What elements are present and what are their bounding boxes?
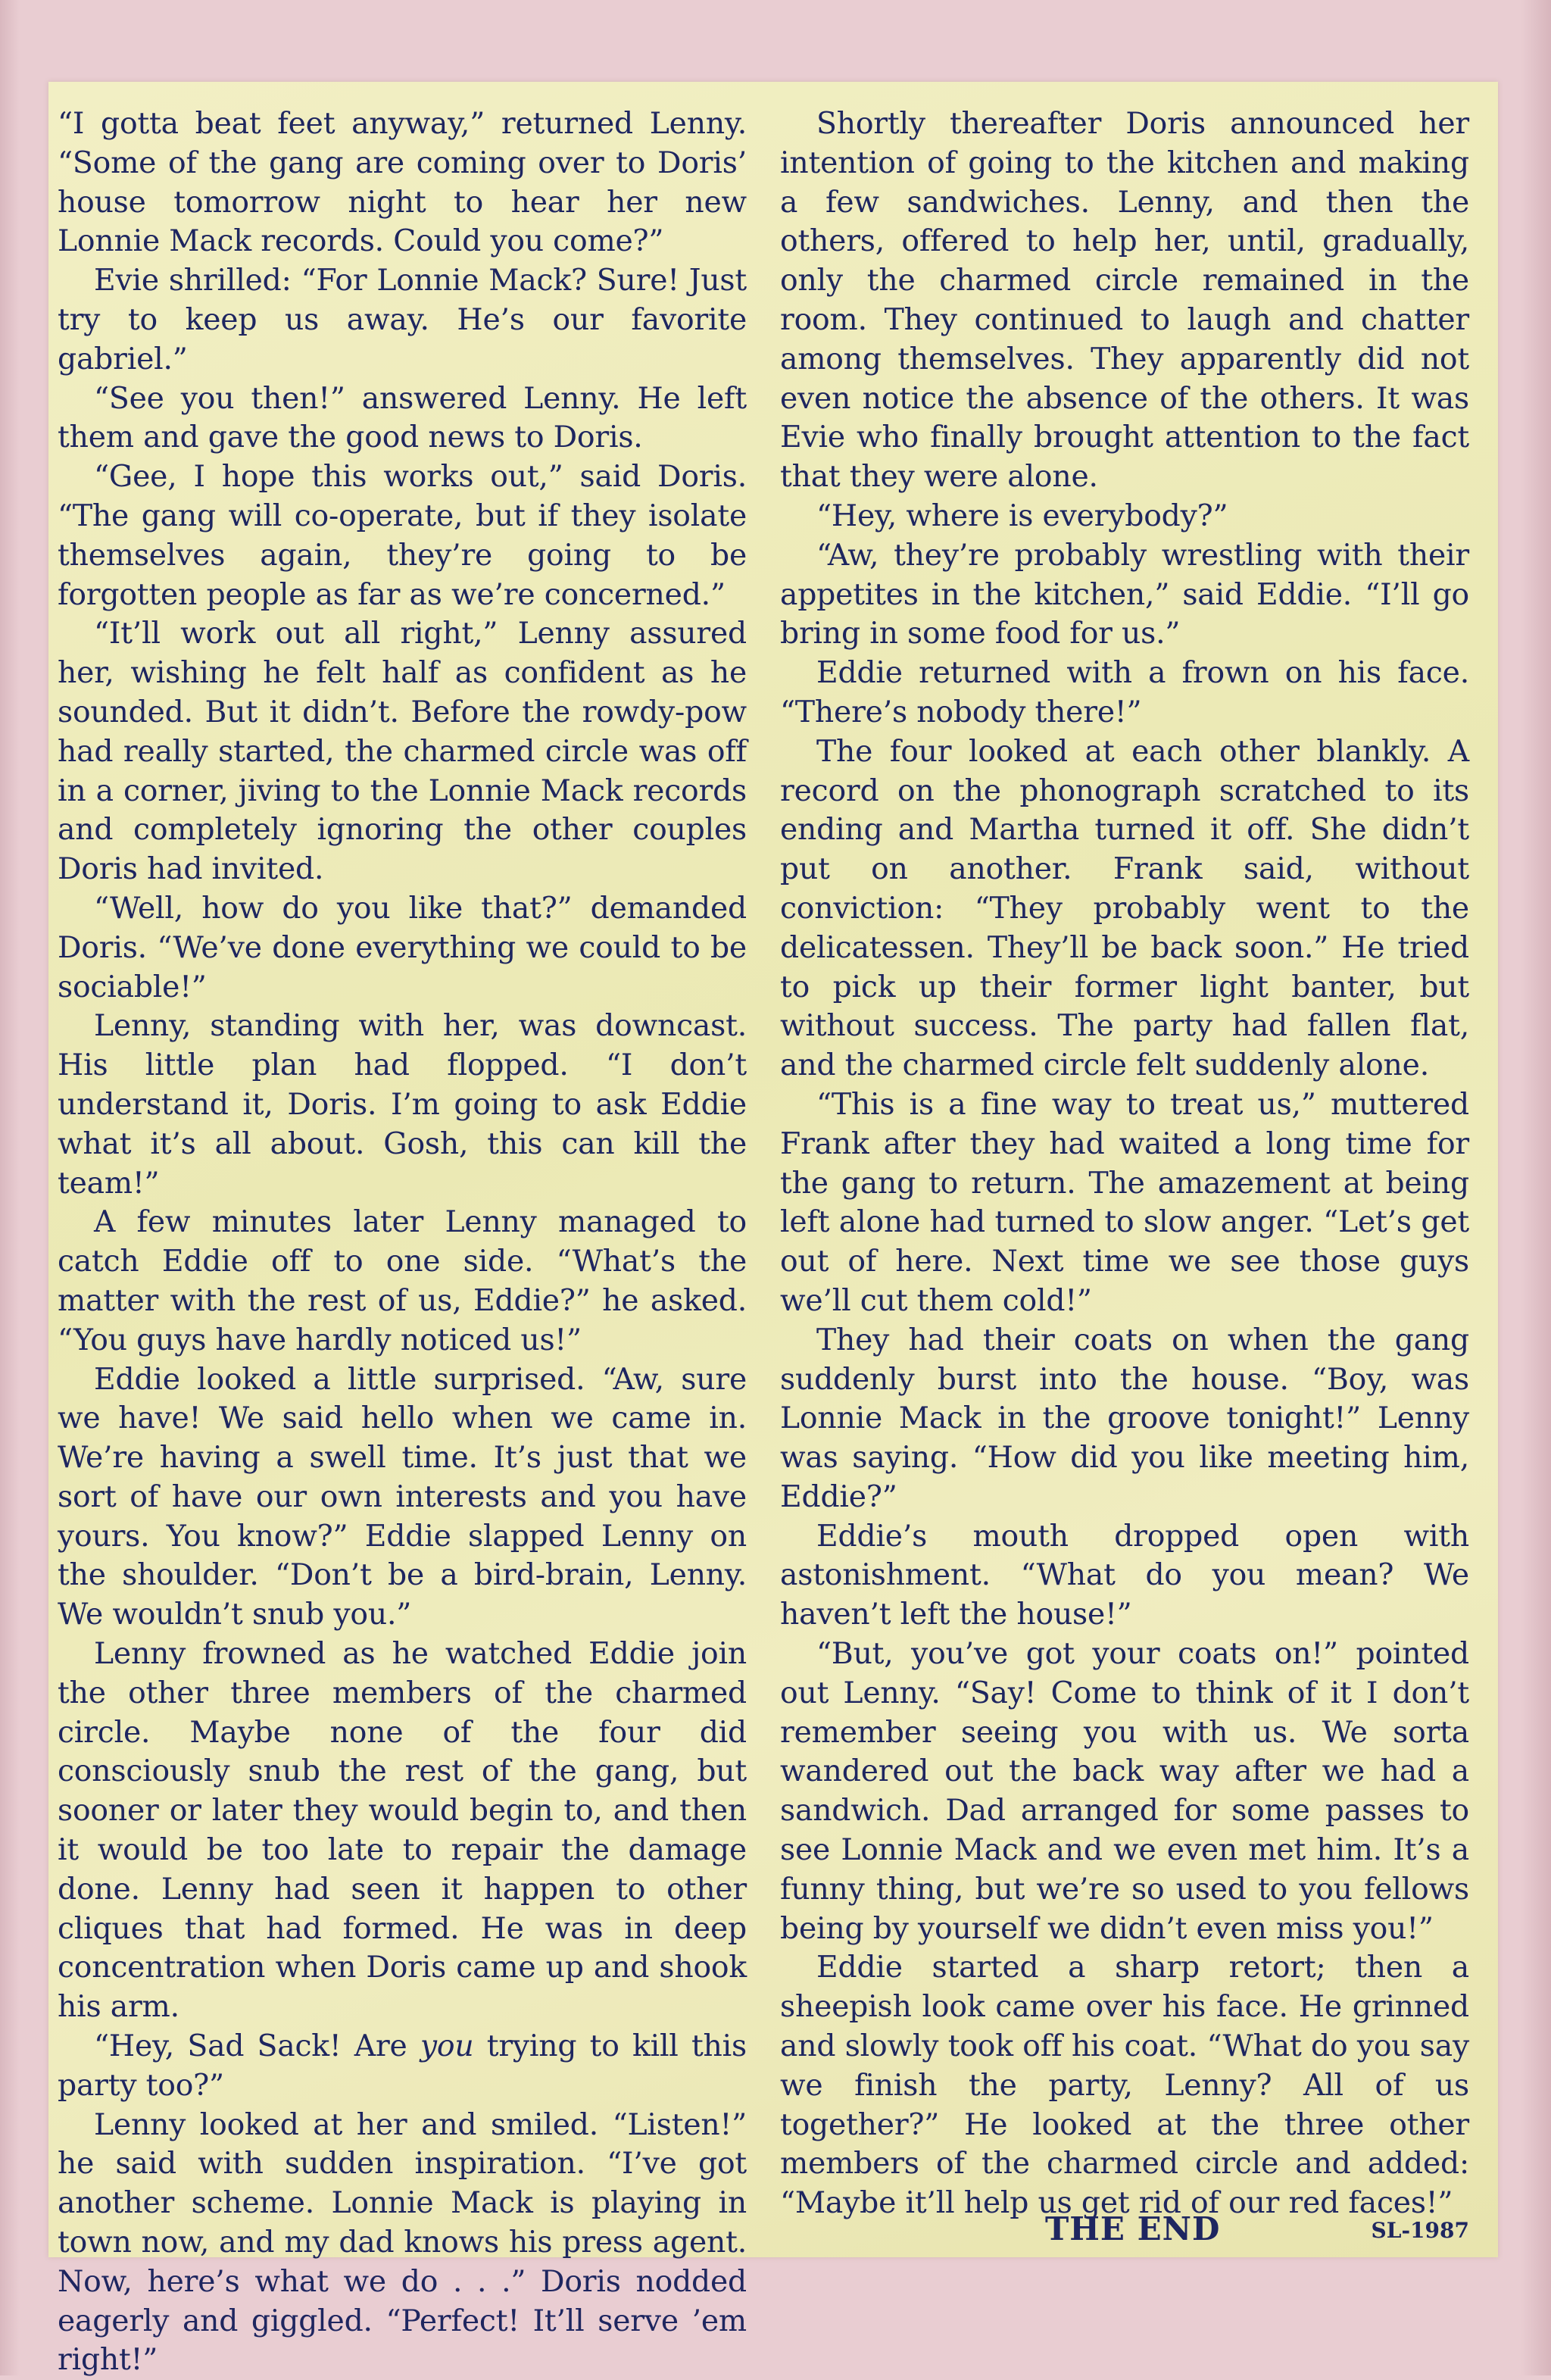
story-footer xyxy=(780,2210,1469,2256)
paragraph: “Well, how do you like that?” demanded Doris. “We’ve done everything we could to be sociable!” xyxy=(58,891,747,1004)
paragraph: Lenny, standing with her, was downcast. His little plan had flopped. “I don’t understand it, Doris. I’m going to ask Eddie what it’s all about. Gosh, this can kill the team!” xyxy=(58,1009,747,1201)
story-column-left xyxy=(58,105,747,2380)
paragraph-text: trying to kill this party too?” xyxy=(58,2029,747,2103)
paragraph: “This is a fine way to treat us,” muttered Frank after they had waited a long time for the gang to return. The amazement at being left alone had turned to slow anger. “Let’s get out of here. Next time we see those guys we’ll cut them cold!” xyxy=(780,1087,1469,1318)
paragraph: “I gotta beat feet anyway,” returned Lenny. “Some of the gang are coming over to Doris’ house tomorrow night to hear her new Lonnie Mack records. Could you come?” xyxy=(58,107,747,259)
paragraph: “It’ll work out all right,” Lenny assured her, wishing he felt half as confident as he sounded. But it didn’t. Before the rowdy-pow had really started, the charmed circle was off in a corner, jiving to the Lonnie Mack records and completely ignoring the other couples Doris had invited. xyxy=(58,617,747,887)
paragraph: Eddie’s mouth dropped open with astonishment. “What do you mean? We haven’t left the house!” xyxy=(780,1519,1469,1632)
paragraph-text: “Hey, Sad Sack! Are xyxy=(94,2029,420,2064)
paragraph: “Aw, they’re probably wrestling with their appetites in the kitchen,” said Eddie. “I’ll go bring in some food for us.” xyxy=(780,538,1469,651)
the-end-label: THE END xyxy=(1045,2210,1221,2247)
paragraph xyxy=(58,2027,747,2106)
paragraph: Lenny looked at her and smiled. “Listen!” he said with sudden inspiration. “I’ve got another scheme. Lonnie Mack is playing in town now, and my dad knows his press agent. Now, here’s what we do . . .” Doris nodded eagerly and giggled. “Perfect! It’ll serve ’em right!” xyxy=(58,2107,747,2378)
paragraph: “Hey, where is everybody?” xyxy=(816,498,1228,533)
paragraph: The four looked at each other blankly. A record on the phonograph scratched to its ending and Martha turned it off. She didn’t put on another. Frank said, without conviction: “They probably went to the delicatessen. They’ll be back soon.” He tried to pick up their former light banter, but without success. The party had fallen flat, and the charmed circle felt suddenly alone. xyxy=(780,734,1469,1083)
page-edge-left xyxy=(0,0,20,2375)
paragraph: “See you then!” answered Lenny. He left them and gave the good news to Doris. xyxy=(58,381,747,455)
page-edge-right xyxy=(1521,0,1551,2375)
paragraph: “Gee, I hope this works out,” said Doris. “The gang will co-operate, but if they isolate themselves again, they’re going to be forgotten people as far as we’re concerned.” xyxy=(58,460,747,612)
story-column-right xyxy=(780,105,1469,2223)
paragraph: A few minutes later Lenny managed to catch Eddie off to one side. “What’s the matter with the rest of us, Eddie?” he asked. “You guys have hardly noticed us!” xyxy=(58,1205,747,1357)
emphasis: you xyxy=(420,2029,474,2064)
job-code: SL-1987 xyxy=(1371,2218,1469,2243)
paragraph: Eddie looked a little surprised. “Aw, sure we have! We said hello when we came in. We’re having a swell time. It’s just that we sort of have our own interests and you have yours. You know?” Eddie slapped Lenny on the shoulder. “Don’t be a bird-brain, Lenny. We wouldn’t snub you.” xyxy=(58,1362,747,1632)
paragraph: They had their coats on when the gang suddenly burst into the house. “Boy, was Lonnie Mack in the groove tonight!” Lenny was saying. “How did you like meeting him, Eddie?” xyxy=(780,1323,1469,1514)
paragraph: Eddie started a sharp retort; then a sheepish look came over his face. He grinned and slowly took off his coat. “What do you say we finish the party, Lenny? All of us together?” He looked at the three other members of the charmed circle and added: “Maybe it’ll help us get rid of our red faces!” xyxy=(780,1951,1469,2221)
paragraph: “But, you’ve got your coats on!” pointed out Lenny. “Say! Come to think of it I don’t remember seeing you with us. We sorta wandered out the back way after we had a sandwich. Dad arranged for some passes to see Lonnie Mack and we even met him. It’s a funny thing, but we’re so used to you fellows being by yourself we didn’t even miss you!” xyxy=(780,1637,1469,1946)
paragraph: Lenny frowned as he watched Eddie join the other three members of the charmed circle. Maybe none of the four did consciously snub the rest of the gang, but sooner or later they would begin to, and then it would be too late to repair the damage done. Lenny had seen it happen to other cliques that had formed. He was in deep concentration when Doris came up and shook his arm. xyxy=(58,1637,747,2025)
paragraph: Evie shrilled: “For Lonnie Mack? Sure! Just try to keep us away. He’s our favorite gabriel.” xyxy=(58,264,747,376)
paragraph: Eddie returned with a frown on his face. “There’s nobody there!” xyxy=(780,656,1469,729)
paragraph: Shortly thereafter Doris announced her intention of going to the kitchen and making a few sandwiches. Lenny, and then the others, offered to help her, until, gradually, only the charmed circle remained in the room. They continued to laugh and chatter among themselves. They apparently did not even notice the absence of the others. It was Evie who finally brought attention to the fact that they were alone. xyxy=(780,107,1469,495)
